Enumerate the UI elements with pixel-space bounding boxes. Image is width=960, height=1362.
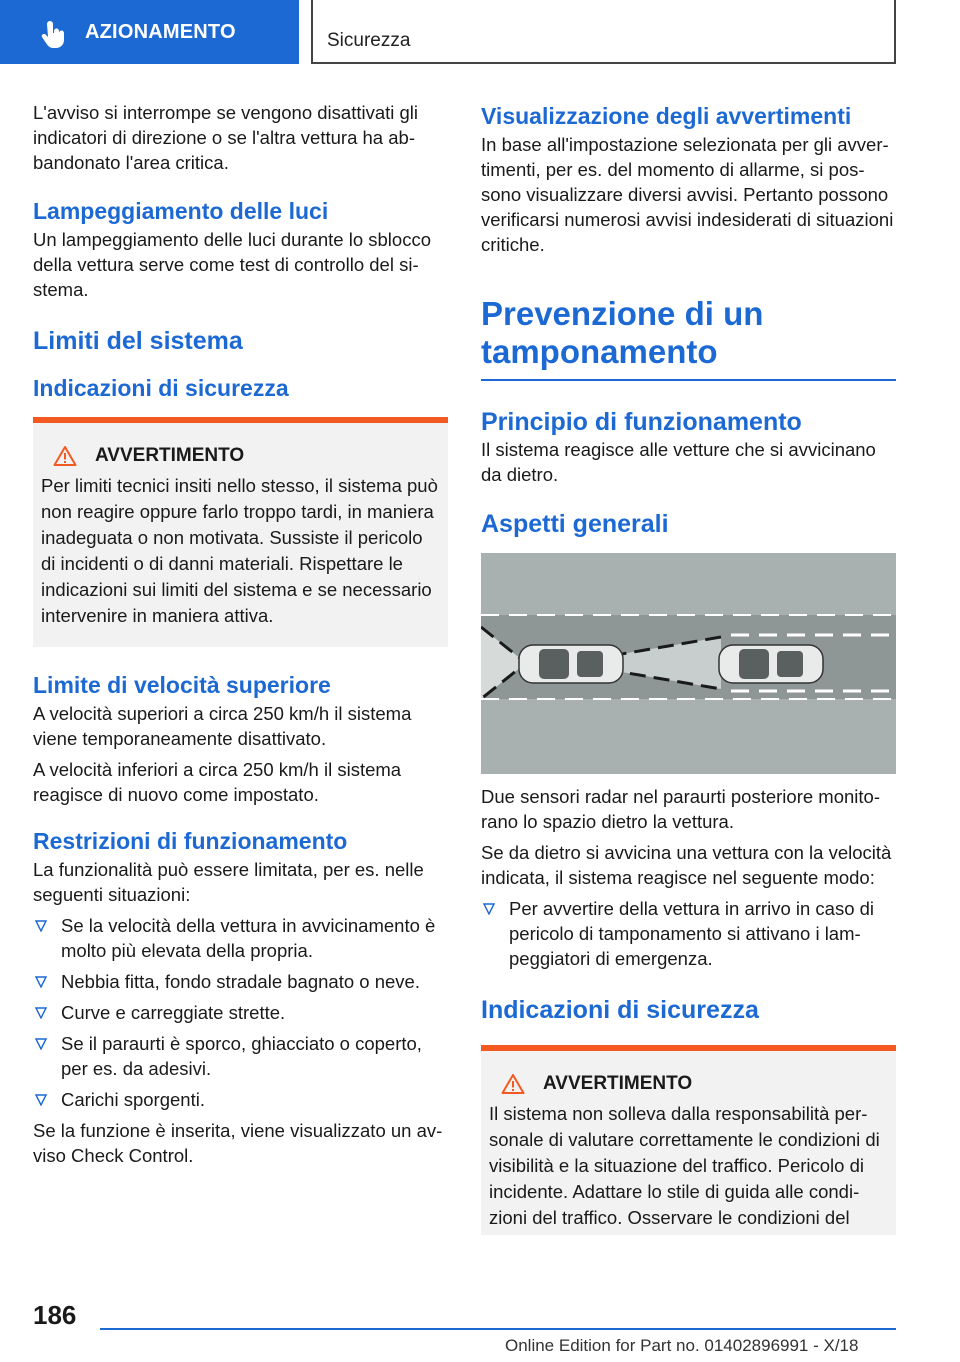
car-rear (519, 645, 623, 683)
warning-title: AVVERTIMENTO (95, 445, 245, 466)
triangle-bullet-icon (35, 976, 47, 988)
chapter-title: Sicurezza (327, 30, 411, 51)
page-number: 186 (33, 1300, 77, 1330)
paragraph-check-control: Se la funzione è inserita, viene visualizzato un avviso Check Control. (33, 1120, 443, 1166)
list-item: Per avvertire della vettura in arrivo in caso di pericolo di tamponamento si attivano i lampeggiatori di emergenza. (481, 896, 896, 971)
heading-rule (481, 379, 896, 381)
car-front (719, 645, 823, 683)
illustration-radar-road (481, 553, 896, 774)
warning-text: Per limiti tecnici insiti nello stesso, il sistema può non reagire oppure farlo troppo tardi, in maniera inadeguata o non motivata. Sussiste il pericolo di incidenti o di danni materiali. Rispettare le indicazioni sui limiti del sistema e se necessario intervenire in maniera attiva. (41, 475, 438, 626)
warning-heading (501, 1073, 888, 1095)
chapter-header (311, 0, 896, 64)
heading-aspetti-generali: Aspetti generali (481, 510, 669, 538)
heading-indicazioni-sicurezza: Indicazioni di sicurezza (33, 375, 289, 401)
warning-triangle-icon (501, 1073, 525, 1095)
heading-principio: Principio di funzionamento (481, 408, 802, 436)
paragraph-principio: Il sistema reagisce alle vetture che si avvicinano da dietro. (481, 439, 876, 485)
heading-limiti-sistema: Limiti del sistema (33, 327, 243, 355)
warning-heading (53, 445, 440, 467)
paragraph-avvicina: Se da dietro si avvicina una vettura con la velocità indicata, il sistema reagisce nel seguente modo: (481, 842, 892, 888)
warning-triangle-icon (53, 445, 77, 467)
paragraph-velocita-2: A velocità inferiori a circa 250 km/h il sistema reagisce di nuovo come impostato. (33, 759, 402, 805)
list-item: Carichi sporgenti. (33, 1087, 448, 1112)
heading-visualizzazione: Visualizzazione degli avvertimenti (481, 103, 852, 129)
reazione-list (481, 896, 896, 971)
triangle-bullet-icon (35, 920, 47, 932)
paragraph-visualizzazione: In base all'impostazione selezionata per gli avvertimenti, per es. del momento di allarme, si possono visualizzare diversi avvisi. Pertanto possono verificarsi numerosi avvisi indesiderati di situazioni critiche. (481, 134, 894, 255)
list-item: Curve e carreggiate strette. (33, 1000, 448, 1025)
list-item: Se la velocità della vettura in avvicinamento è molto più elevata della propria. (33, 913, 448, 963)
heading-lampeggiamento: Lampeggiamento delle luci (33, 198, 329, 224)
triangle-bullet-icon (35, 1094, 47, 1106)
paragraph-restrizioni: La funzionalità può essere limitata, per es. nelle seguenti situazioni: (33, 859, 424, 905)
heading-limite-velocita: Limite di velocità superiore (33, 672, 331, 698)
heading-indicazioni-sicurezza-2: Indicazioni di sicurezza (481, 996, 759, 1024)
paragraph-radar: Due sensori radar nel paraurti posteriore monitorano lo spazio dietro la vettura. (481, 786, 880, 832)
restrizioni-list (33, 913, 448, 1112)
paragraph-velocita-1: A velocità superiori a circa 250 km/h il sistema viene temporaneamente disattivato. (33, 703, 412, 749)
warning-text: Il sistema non solleva dalla responsabilità personale di valutare correttamente le condizioni di visibilità e la situazione del traffico. Pericolo di incidente. Adattare lo stile di guida alle condizioni del traffico. Osservare le condizioni del (489, 1103, 880, 1228)
section-title: AZIONAMENTO (85, 21, 236, 43)
footer-edition: Online Edition for Part no. 01402896991 - X/18 (505, 1336, 859, 1355)
triangle-bullet-icon (483, 903, 495, 915)
warning-box (33, 417, 448, 647)
triangle-bullet-icon (35, 1038, 47, 1050)
road-illustration (481, 553, 896, 774)
list-item: Se il paraurti è sporco, ghiacciato o coperto, per es. da adesivi. (33, 1031, 448, 1081)
intro-paragraph: L'avviso si interrompe se vengono disattivati gli indicatori di direzione o se l'altra vettura ha abbandonato l'area critica. (33, 102, 419, 173)
section-tab (0, 0, 299, 64)
list-item: Nebbia fitta, fondo stradale bagnato o neve. (33, 969, 448, 994)
right-column (481, 100, 896, 1235)
hand-touch-icon (38, 20, 68, 50)
warning-box-2 (481, 1045, 896, 1235)
footer-rule (100, 1328, 896, 1330)
heading-restrizioni: Restrizioni di funzionamento (33, 828, 348, 854)
paragraph-lampeggiamento: Un lampeggiamento delle luci durante lo sblocco della vettura serve come test di controllo del sistema. (33, 229, 431, 300)
heading-prevenzione: Prevenzione di un tamponamento (481, 295, 764, 370)
warning-title: AVVERTIMENTO (543, 1073, 693, 1094)
triangle-bullet-icon (35, 1007, 47, 1019)
left-column (33, 100, 448, 1168)
